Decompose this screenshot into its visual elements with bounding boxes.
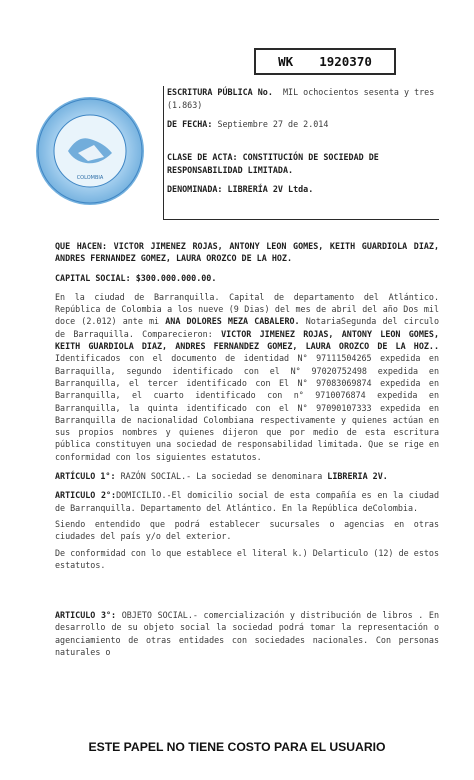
p1-text-c: Identificados con el documento de identidad N° 97111504265 expedida en Barraquilla, segundo identificado con el N° 97020752498 expedida en Barranquilla, el tercer identificado con El N° 97083069874 expedida en Barranquilla, el cuarto identificado con n° 9710076874 expedida en Barranquilla, la quinta identificado con el N° 97090107333 expedida en Barranquilla de nacionalidad Colombiana respectivamente y quienes actúan en sus propios nombres y quienes dijeron que por medio de esta escritura pública constituyen una sociedad de responsabilidad limitada. Que se rige en conformidad con los siguientes estatutos. <box>55 353 439 462</box>
article-2-paragraph-3: De conformidad con lo que establece el literal k.) Delarticulo (12) de estos estatutos. <box>55 547 439 570</box>
escritura-line <box>167 86 439 112</box>
fecha-line <box>167 118 439 131</box>
article-1 <box>55 470 439 482</box>
p1-text-b: NotariaSegunda del circulo de Barraquilla. Comparecieron: <box>55 316 440 339</box>
article-1-name: LIBRERIA 2V. <box>327 471 388 482</box>
capital-label: CAPITAL SOCIAL: <box>55 272 131 283</box>
fecha-label: DE FECHA: <box>167 119 213 129</box>
article-2 <box>55 489 439 514</box>
article-3-label: ARTICULO 3°: <box>55 610 117 621</box>
footer-notice: ESTE PAPEL NO TIENE COSTO PARA EL USUARIO <box>88 740 386 754</box>
serial-number: 1920370 <box>319 54 372 69</box>
article-2-text: DOMICILIO.-El domicilio social de esta compañía es en la ciudad de Barranquilla. Departamento del Atlántico. En la República deColombia. <box>55 490 439 513</box>
hacen-label: QUE HACEN: <box>55 241 108 251</box>
serial-number-box <box>254 48 396 75</box>
clase-label: CLASE DE ACTA: <box>167 152 238 162</box>
header-underline <box>163 219 439 220</box>
notary-name: ANA DOLORES MEZA CABALERO. <box>165 316 300 327</box>
notary-seal-image <box>34 95 146 207</box>
clase-value: CONSTITUCIÓN DE SOCIEDAD DE RESPONSABILIDAD LIMITADA. <box>167 152 379 175</box>
denominada-label: DENOMINADA: <box>167 184 223 194</box>
comparecencia-paragraph <box>55 291 439 463</box>
article-1-label: ARTÍCULO 1°: <box>55 471 116 482</box>
fecha-value: Septiembre 27 de 2.014 <box>217 119 329 129</box>
article-2-paragraph-2: Siendo entendido que podrá establecer sucursales o agencias en otras ciudades del país y/o del exterior. <box>55 518 439 542</box>
denominada-value: LIBRERÍA 2V Ltda. <box>227 184 314 194</box>
hacen-value: VICTOR JIMENEZ ROJAS, ANTONY LEON GOMES, KEITH GUARDIOLA DIAZ, ANDRES FERNANDEZ GOMEZ, LAURA OROZCO DE LA HOZ. <box>55 241 439 264</box>
capital-paragraph <box>55 272 439 284</box>
header-vertical-rule <box>163 86 164 219</box>
hacen-paragraph <box>55 240 439 265</box>
p1-text-a: En la ciudad de Barranquilla. Capital de departamento del Atlántico. República de Colombia a los nueve (9 Dias) del mes de abril del año Dos mil doce (2.012) ante mi <box>55 291 439 327</box>
deed-body <box>55 240 439 665</box>
svg-text:COLOMBIA: COLOMBIA <box>76 175 104 181</box>
serial-prefix: WK <box>278 54 294 69</box>
escritura-label: ESCRITURA PÚBLICA No. <box>167 87 273 97</box>
clase-line <box>167 151 439 177</box>
article-2-label: ARTICULO 2°: <box>55 490 117 501</box>
article-3-text: OBJETO SOCIAL.- comercialización y distribución de libros . En desarrollo de su objeto social la sociedad podrá tomar la representación o agenciamiento de otras entidades con sociedades nacionales. Con personas naturales o <box>55 610 439 658</box>
deed-header <box>167 86 439 202</box>
denominada-line <box>167 183 439 196</box>
escritura-value: MIL ochocientos sesenta y tres (1.863) <box>167 87 435 110</box>
article-3 <box>55 609 439 658</box>
article-1-text: RAZÓN SOCIAL.- La sociedad se denominara <box>120 471 323 482</box>
comparecientes-names: VICTOR JIMENEZ ROJAS, ANTONY LEON GOMES, KEITH GUARDIOLA DIAZ, ANDRES FERNANDEZ GOMEZ, LAURA OROZCO DE LA HOZ.. <box>55 328 439 352</box>
capital-value: $300.000.000.00. <box>135 272 217 283</box>
